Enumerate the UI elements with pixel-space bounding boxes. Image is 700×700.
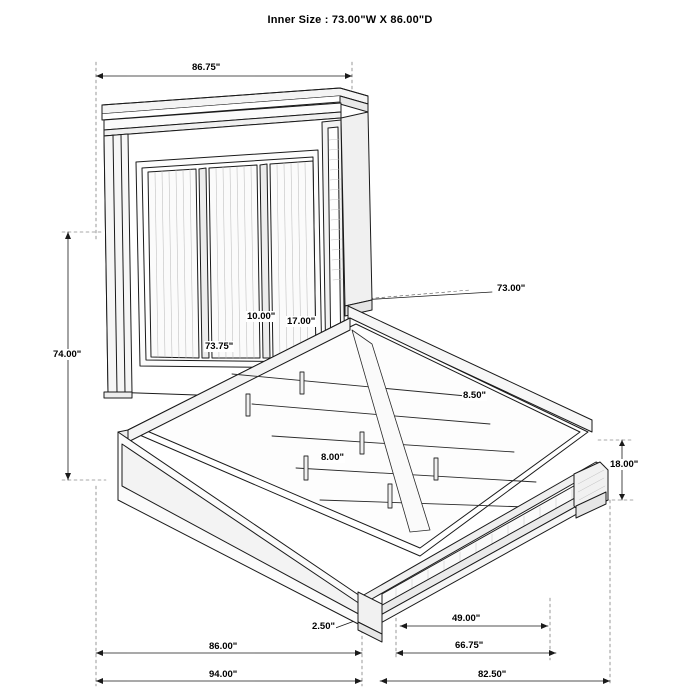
dimension-label-footboard-base: 2.50": [312, 621, 335, 632]
dimension-label-slat-thickness: 8.50": [463, 390, 486, 401]
dimension-label-overall-depth: 82.50": [478, 669, 507, 680]
dimension-label-panel-small-height: 10.00": [247, 311, 276, 322]
dimension-label-footboard-inner: 66.75": [455, 640, 484, 651]
dimension-label-headboard-width: 86.75": [192, 62, 221, 73]
dimension-label-bed-length: 86.00": [209, 641, 238, 652]
dimension-label-headboard-height: 74.00": [53, 349, 82, 360]
dimension-label-slat-height: 8.00": [321, 452, 344, 463]
dimension-label-footboard-section: 49.00": [452, 613, 481, 624]
dimension-label-overall-length: 94.00": [209, 669, 238, 680]
page-title: Inner Size : 73.00"W X 86.00"D: [267, 14, 433, 26]
dimension-label-rail-width: 73.00": [497, 283, 526, 294]
dimension-label-headboard-panel-height: 73.75": [205, 341, 234, 352]
dimension-label-footboard-height: 18.00": [610, 459, 639, 470]
dimension-label-panel-width: 17.00": [287, 316, 316, 327]
